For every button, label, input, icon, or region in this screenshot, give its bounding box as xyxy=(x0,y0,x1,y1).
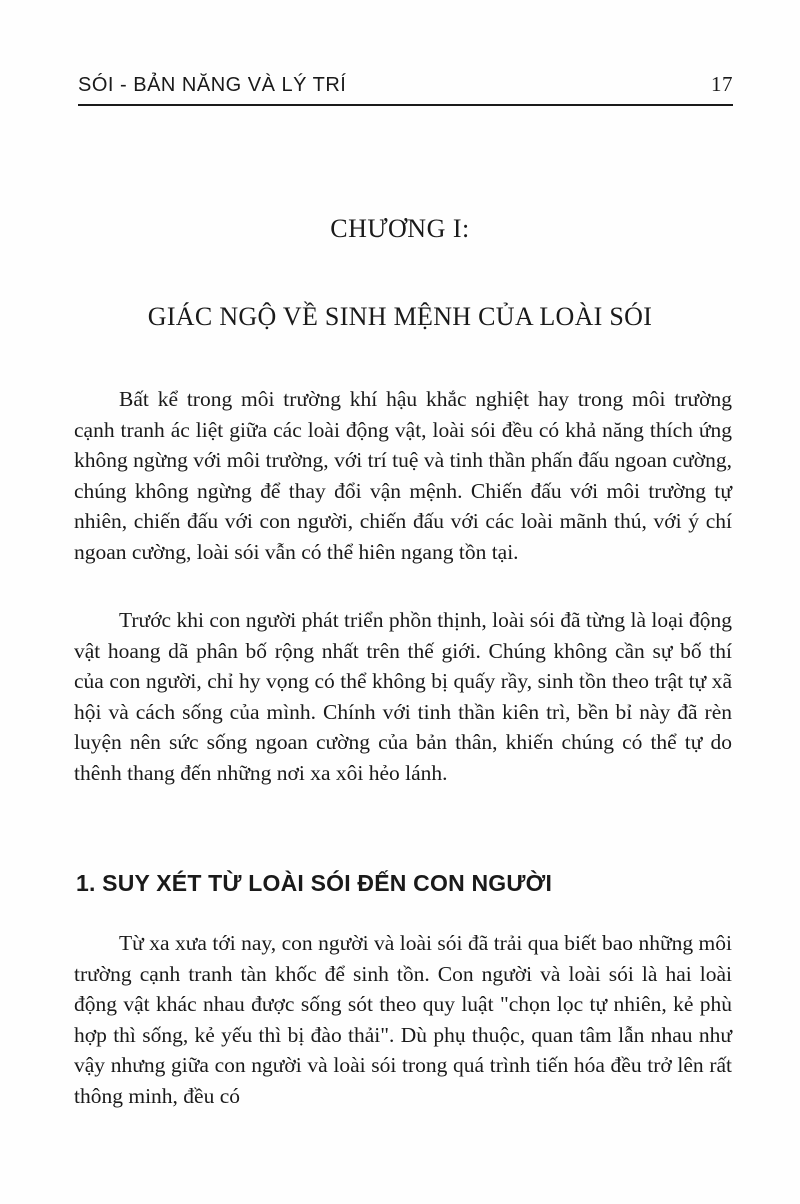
chapter-title: GIÁC NGỘ VỀ SINH MỆNH CỦA LOÀI SÓI xyxy=(147,302,653,331)
page-number: 17 xyxy=(711,72,733,96)
book-title: SÓI - BẢN NĂNG VÀ LÝ TRÍ xyxy=(78,74,347,96)
body-paragraph: Trước khi con người phát triển phồn thịnh, loài sói đã từng là loại động vật hoang dã phân bố rộng nhất trên thế giới. Chúng không cần sự bố thí của con người, chỉ hy vọng có thể không bị quấy rầy, sinh tồn theo trật tự xã hội và cách sống của mình. Chính với tinh thần kiên trì, bền bỉ này đã rèn luyện nên sức sống ngoan cường của bản thân, khiến chúng có thể tự do thênh thang đến những nơi xa xôi hẻo lánh. xyxy=(74,608,732,785)
chapter-label: CHƯƠNG I: xyxy=(330,214,470,243)
section-heading: 1. SUY XÉT TỪ LOÀI SÓI ĐẾN CON NGƯỜI xyxy=(76,870,553,896)
section-paragraph: Từ xa xưa tới nay, con người và loài sói đã trải qua biết bao những môi trường cạnh tranh tàn khốc để sinh tồn. Con người và loài sói là hai loài động vật khác nhau được sống sót theo quy luật "chọn lọc tự nhiên, kẻ phù hợp thì sống, kẻ yếu thì bị đào thải". Dù phụ thuộc, quan tâm lẫn nhau như vậy nhưng giữa con người và loài sói trong quá trình tiến hóa đều trở lên rất thông minh, đều có xyxy=(74,931,732,1108)
body-paragraph: Bất kể trong môi trường khí hậu khắc nghiệt hay trong môi trường cạnh tranh ác liệt giữa các loài động vật, loài sói đều có khả năng thích ứng không ngừng với môi trường, với trí tuệ và tinh thần phấn đấu ngoan cường, chúng không ngừng để thay đổi vận mệnh. Chiến đấu với môi trường tự nhiên, chiến đấu với con người, chiến đấu với các loài mãnh thú, với ý chí ngoan cường, loài sói vẫn có thể hiên ngang tồn tại. xyxy=(74,387,732,564)
running-header xyxy=(78,70,733,106)
